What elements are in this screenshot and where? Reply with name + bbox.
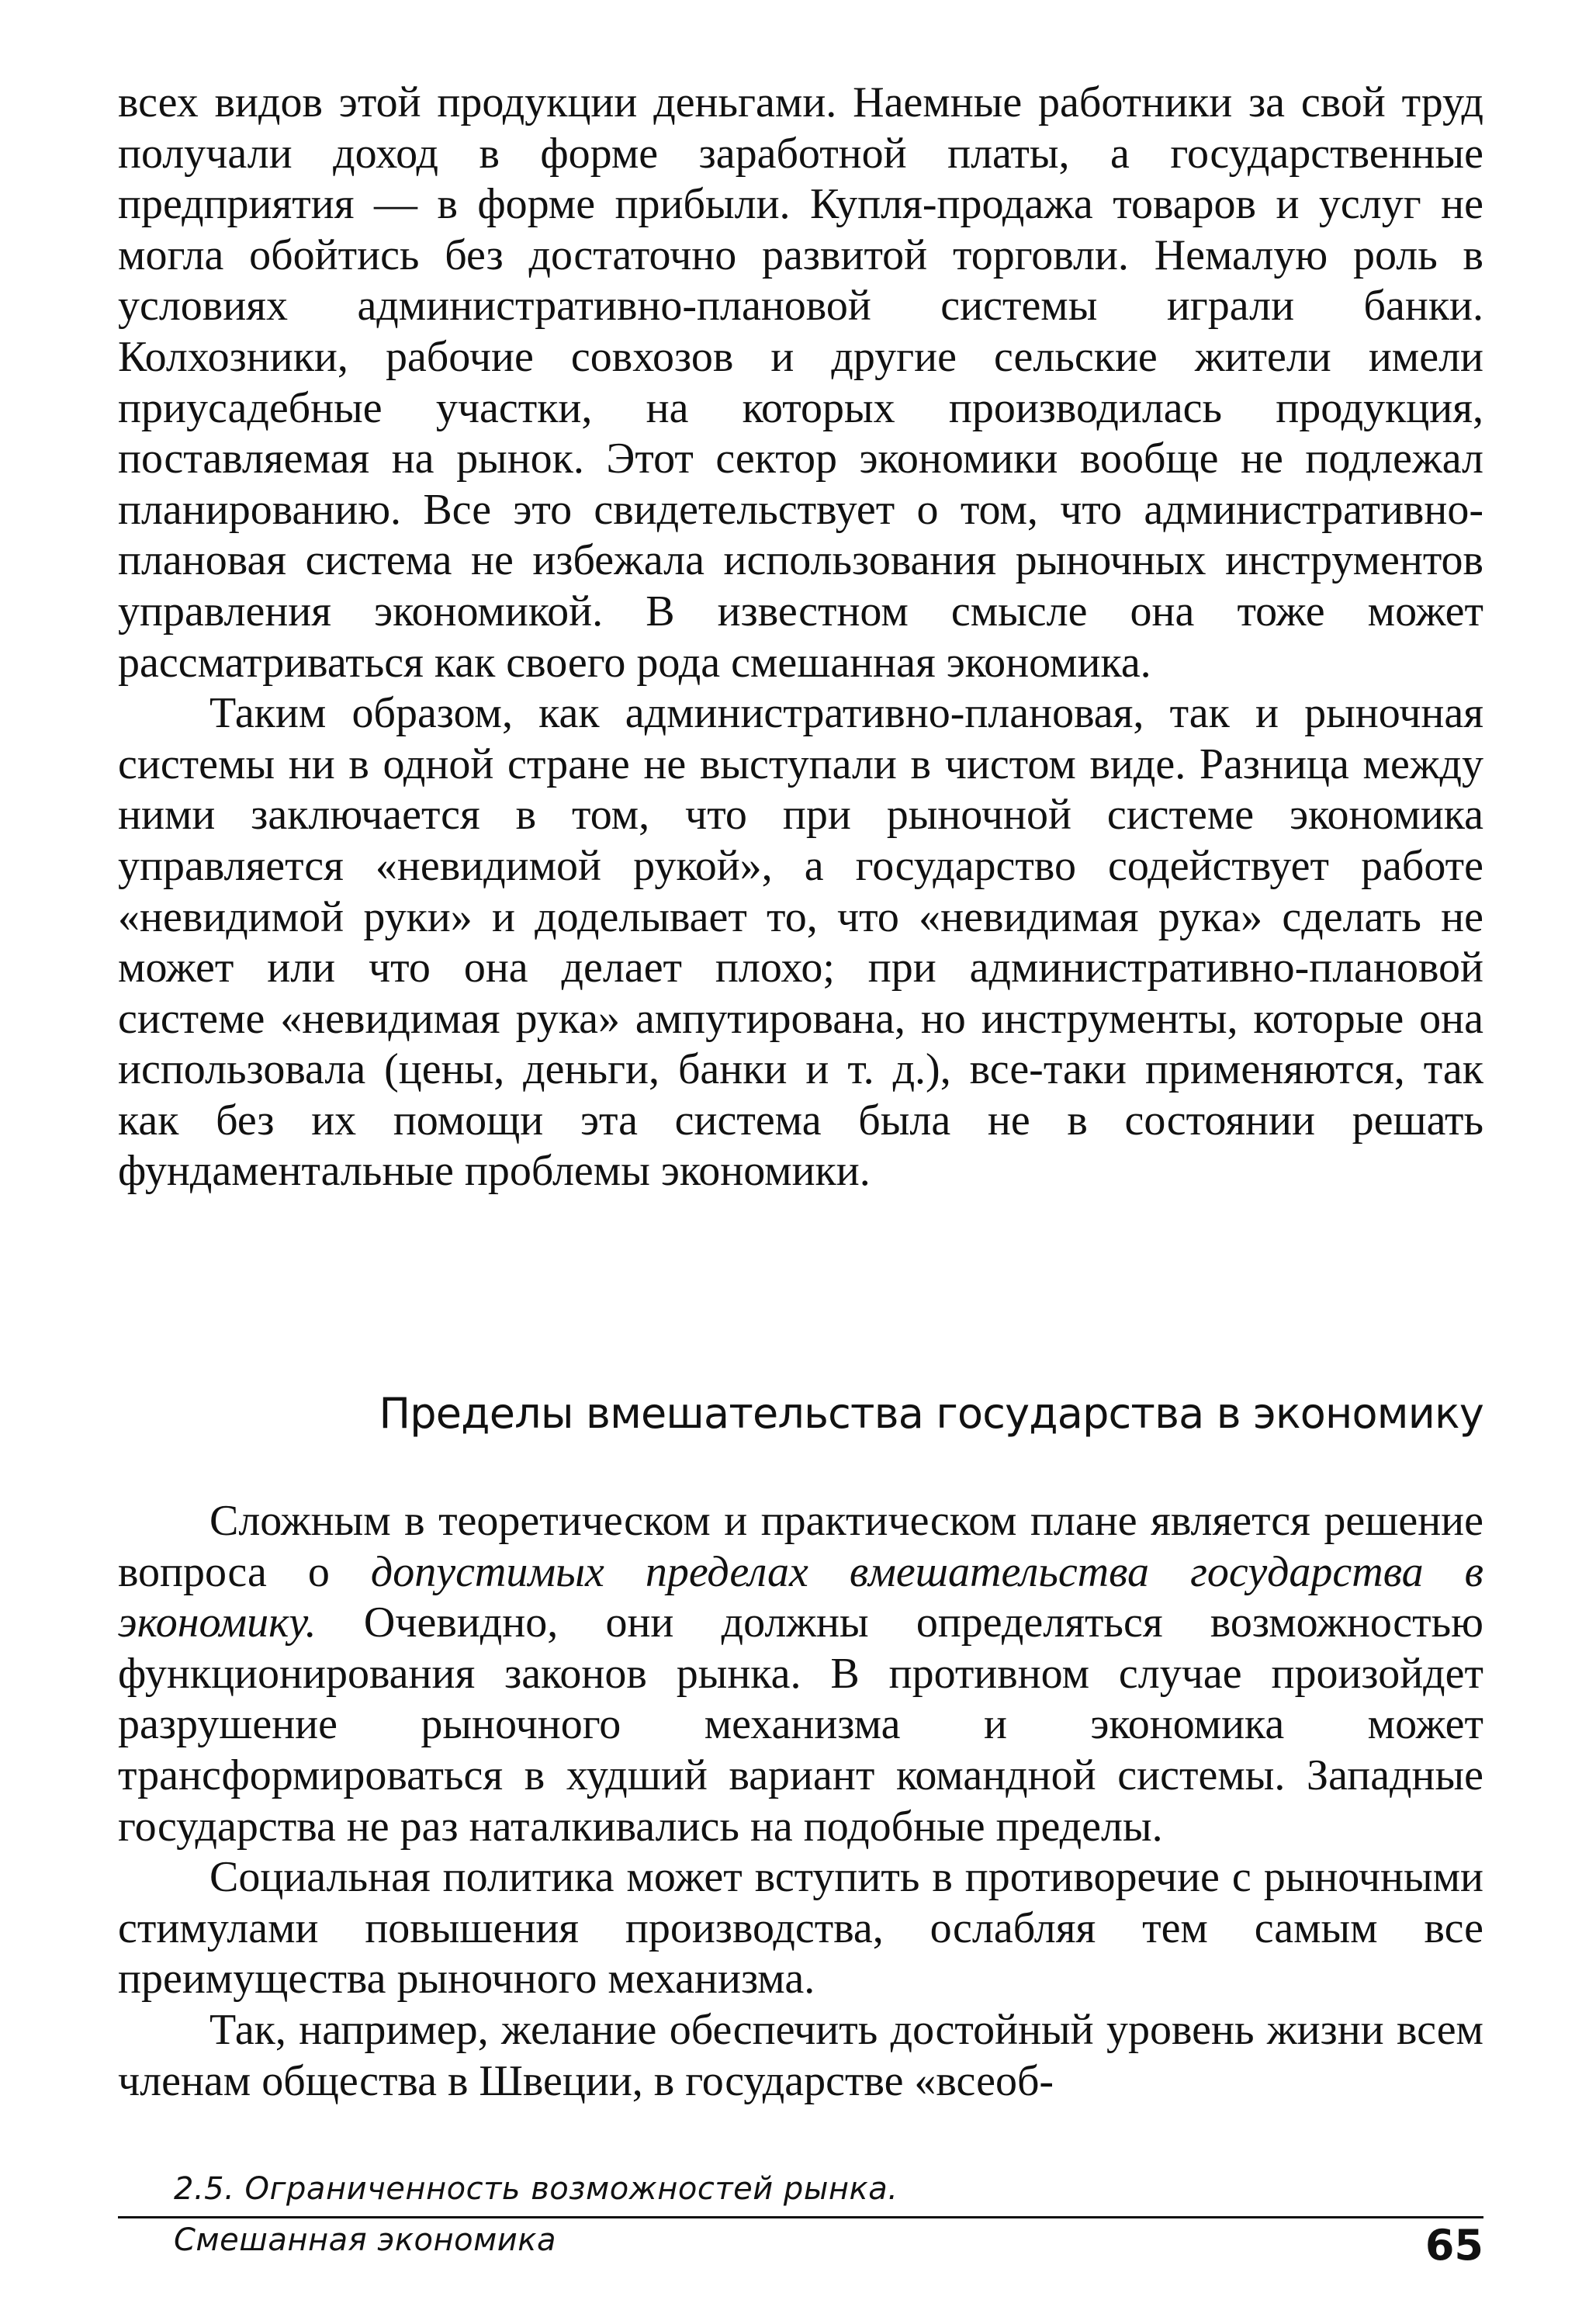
running-footer-subtitle: Смешанная экономика [174, 2222, 556, 2258]
paragraph-3-text-end: Очевидно, они должны определяться возможностью функционирования законов рынка. В противном случае произойдет разрушение рыночного механизма и экономика может трансформироваться в худший вариант командной системы. Западные государства не раз наталкивались на подобные пределы. [118, 1598, 1483, 1851]
page-content [118, 78, 1483, 2105]
paragraph-5: Так, например, желание обеспечить достойный уровень жизни всем членам общества в Швеции, в государстве «всеоб- [118, 2005, 1483, 2105]
section-heading: Пределы вмешательства государства в экономику [379, 1389, 1483, 1438]
paragraph-1: всех видов этой продукции деньгами. Наемные работники за свой труд получали доход в форме заработной платы, а государственные предприятия — в форме прибыли. Купля-продажа товаров и услуг не могла обойтись без достаточно развитой торговли. Немалую роль в условиях административно-плановой системы играли банки. Колхозники, рабочие совхозов и другие сельские жители имели приусадебные участки, на которых производилась продукция, поставляемая на рынок. Этот сектор экономики вообще не подлежал планированию. Все это свидетельствует о том, что административно-плановая система не избежала использования рыночных инструментов управления экономикой. В известном смысле она тоже может рассматриваться как своего рода смешанная экономика. [118, 78, 1483, 687]
footer-divider [118, 2216, 1483, 2218]
paragraph-4: Социальная политика может вступить в противоречие с рыночными стимулами повышения производства, ослабляя тем самым все преимущества рыночного механизма. [118, 1853, 1483, 2004]
section-body [118, 1496, 1483, 2107]
running-footer-section: 2.5. Ограниченность возможностей рынка. [174, 2171, 898, 2207]
body-text [118, 78, 1483, 1197]
page-number: 65 [1425, 2221, 1483, 2270]
paragraph-2: Таким образом, как административно-плановая, так и рыночная системы ни в одной стране не выступали в чистом виде. Разница между ними заключается в том, что при рыночной системе экономика управляется «невидимой рукой», а государство содействует работе «невидимой руки» и доделывает то, что «невидимая рука» сделать не может или что она делает плохо; при административно-плановой системе «невидимая рука» ампутирована, но инструменты, которые она использовала (цены, деньги, банки и т. д.), все-таки применяются, так как без их помощи эта система была не в состоянии решать фундаментальные проблемы экономики. [118, 689, 1483, 1196]
paragraph-3-emphasis: допустимых пределах вмешательства государства в экономику. [118, 1547, 1483, 1647]
paragraph-3 [118, 1496, 1483, 1852]
paragraph-3-text-start: Сложным в теоретическом и практическом плане является решение вопроса о [118, 1497, 1483, 1596]
